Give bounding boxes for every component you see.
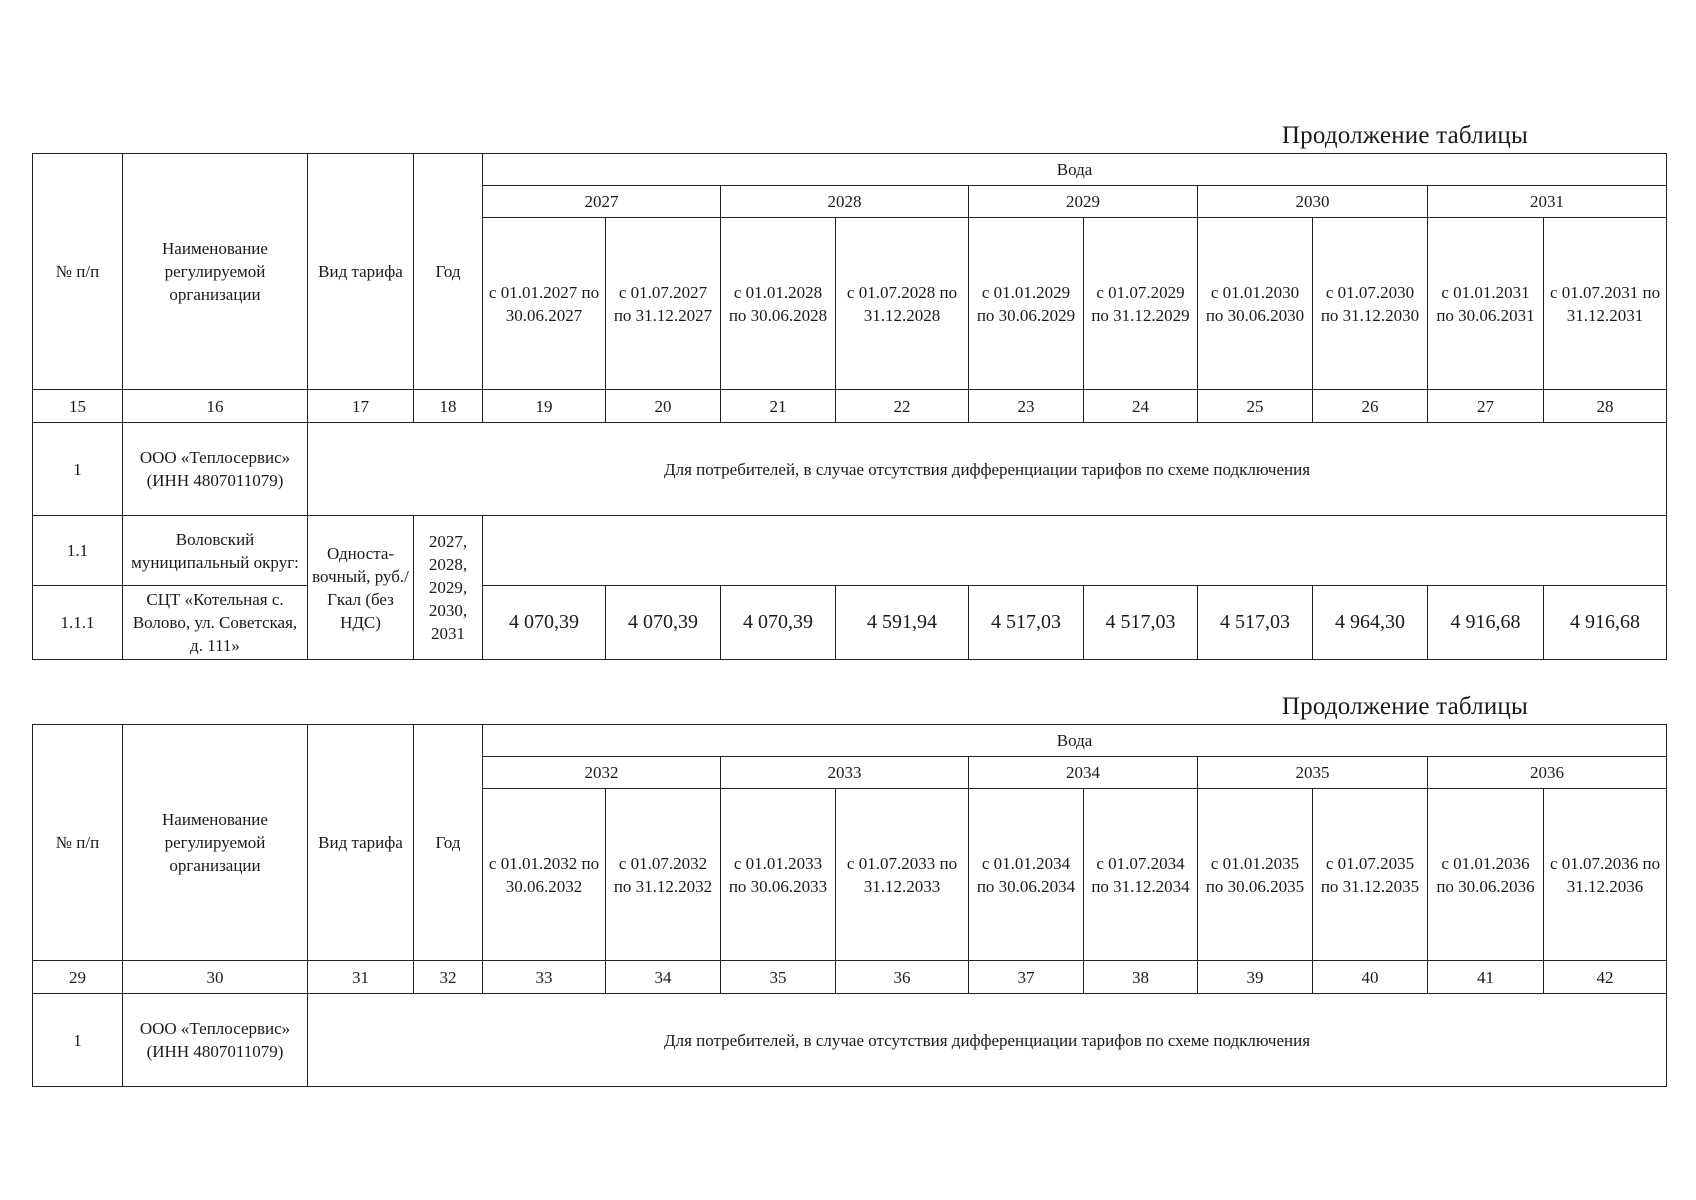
- column-number: 39: [1198, 961, 1313, 994]
- period-cell: с 01.07.2029 по 31.12.2029: [1084, 218, 1198, 390]
- tariff-type: Односта-вочный, руб./Гкал (без НДС): [308, 516, 414, 660]
- header-water: Вода: [483, 725, 1667, 757]
- tariff-table-2: [32, 724, 1667, 1087]
- tariff-value: 4 916,68: [1544, 586, 1667, 660]
- tariff-table-1: [32, 153, 1667, 660]
- year-cell: 2029: [969, 186, 1198, 218]
- column-number: 22: [836, 390, 969, 423]
- column-number: 25: [1198, 390, 1313, 423]
- column-number: 21: [721, 390, 836, 423]
- header-year: Год: [414, 725, 483, 961]
- period-cell: с 01.01.2034 по 30.06.2034: [969, 789, 1084, 961]
- district-empty: [483, 516, 1667, 586]
- tariff-value: 4 517,03: [969, 586, 1084, 660]
- column-number: 20: [606, 390, 721, 423]
- period-cell: с 01.01.2033 по 30.06.2033: [721, 789, 836, 961]
- org-note: Для потребителей, в случае отсутствия дифференциации тарифов по схеме подключения: [308, 423, 1667, 516]
- period-cell: с 01.01.2029 по 30.06.2029: [969, 218, 1084, 390]
- column-number: 18: [414, 390, 483, 423]
- year-cell: 2033: [721, 757, 969, 789]
- header-tariff: Вид тарифа: [308, 154, 414, 390]
- year-cell: 2032: [483, 757, 721, 789]
- value-row: [33, 586, 1667, 660]
- tariff-value: 4 070,39: [483, 586, 606, 660]
- column-number: 27: [1428, 390, 1544, 423]
- column-number: 23: [969, 390, 1084, 423]
- header-org: Наименование регулируемой организации: [123, 154, 308, 390]
- column-number: 42: [1544, 961, 1667, 994]
- column-number: 41: [1428, 961, 1544, 994]
- year-cell: 2027: [483, 186, 721, 218]
- org-note: Для потребителей, в случае отсутствия дифференциации тарифов по схеме подключения: [308, 994, 1667, 1087]
- header-water: Вода: [483, 154, 1667, 186]
- period-cell: с 01.07.2027 по 31.12.2027: [606, 218, 721, 390]
- column-number: 28: [1544, 390, 1667, 423]
- period-cell: с 01.01.2032 по 30.06.2032: [483, 789, 606, 961]
- column-number: 19: [483, 390, 606, 423]
- year-cell: 2030: [1198, 186, 1428, 218]
- period-cell: с 01.01.2036 по 30.06.2036: [1428, 789, 1544, 961]
- column-number: 30: [123, 961, 308, 994]
- year-cell: 2028: [721, 186, 969, 218]
- year-cell: 2031: [1428, 186, 1667, 218]
- period-cell: с 01.07.2031 по 31.12.2031: [1544, 218, 1667, 390]
- year-cell: 2035: [1198, 757, 1428, 789]
- period-cell: с 01.01.2035 по 30.06.2035: [1198, 789, 1313, 961]
- continuation-title-1: Продолжение таблицы: [1281, 122, 1528, 149]
- year-cell: 2036: [1428, 757, 1667, 789]
- year-cell: 2034: [969, 757, 1198, 789]
- period-cell: с 01.01.2031 по 30.06.2031: [1428, 218, 1544, 390]
- column-number: 34: [606, 961, 721, 994]
- tariff-value: 4 964,30: [1313, 586, 1428, 660]
- tariff-value: 4 517,03: [1084, 586, 1198, 660]
- row-number: 1.1: [33, 516, 123, 586]
- column-number: 33: [483, 961, 606, 994]
- tariff-years: 2027, 2028, 2029, 2030, 2031: [414, 516, 483, 660]
- period-cell: с 01.07.2036 по 31.12.2036: [1544, 789, 1667, 961]
- column-number: 26: [1313, 390, 1428, 423]
- tariff-value: 4 916,68: [1428, 586, 1544, 660]
- org-row: [33, 994, 1667, 1087]
- column-number: 38: [1084, 961, 1198, 994]
- column-number-row: [33, 390, 1667, 423]
- org-name: ООО «Теплосервис» (ИНН 4807011079): [123, 423, 308, 516]
- column-number: 31: [308, 961, 414, 994]
- org-row: [33, 423, 1667, 516]
- row-number: 1.1.1: [33, 586, 123, 660]
- column-number: 40: [1313, 961, 1428, 994]
- header-org: Наименование регулируемой организации: [123, 725, 308, 961]
- period-cell: с 01.07.2028 по 31.12.2028: [836, 218, 969, 390]
- row-number: 1: [33, 994, 123, 1087]
- period-cell: с 01.07.2030 по 31.12.2030: [1313, 218, 1428, 390]
- header-row-water: [33, 154, 1667, 186]
- column-number: 24: [1084, 390, 1198, 423]
- period-cell: с 01.07.2032 по 31.12.2032: [606, 789, 721, 961]
- tariff-value: 4 517,03: [1198, 586, 1313, 660]
- column-number: 36: [836, 961, 969, 994]
- column-number: 16: [123, 390, 308, 423]
- header-tariff: Вид тарифа: [308, 725, 414, 961]
- column-number: 29: [33, 961, 123, 994]
- district-row: [33, 516, 1667, 586]
- period-cell: с 01.01.2028 по 30.06.2028: [721, 218, 836, 390]
- period-cell: с 01.07.2035 по 31.12.2035: [1313, 789, 1428, 961]
- header-num: № п/п: [33, 725, 123, 961]
- tariff-value: 4 591,94: [836, 586, 969, 660]
- column-number: 15: [33, 390, 123, 423]
- continuation-title-2: Продолжение таблицы: [1281, 693, 1528, 720]
- district-name: Воловский муниципальный округ:: [123, 516, 308, 586]
- column-number-row: [33, 961, 1667, 994]
- column-number: 17: [308, 390, 414, 423]
- header-row-water: [33, 725, 1667, 757]
- header-num: № п/п: [33, 154, 123, 390]
- row-number: 1: [33, 423, 123, 516]
- column-number: 35: [721, 961, 836, 994]
- tariff-value: 4 070,39: [606, 586, 721, 660]
- org-name: ООО «Теплосервис» (ИНН 4807011079): [123, 994, 308, 1087]
- header-year: Год: [414, 154, 483, 390]
- column-number: 32: [414, 961, 483, 994]
- column-number: 37: [969, 961, 1084, 994]
- period-cell: с 01.07.2033 по 31.12.2033: [836, 789, 969, 961]
- heating-system-name: СЦТ «Котельная с. Волово, ул. Советская, д. 111»: [123, 586, 308, 660]
- period-cell: с 01.07.2034 по 31.12.2034: [1084, 789, 1198, 961]
- period-cell: с 01.01.2027 по 30.06.2027: [483, 218, 606, 390]
- period-cell: с 01.01.2030 по 30.06.2030: [1198, 218, 1313, 390]
- tariff-value: 4 070,39: [721, 586, 836, 660]
